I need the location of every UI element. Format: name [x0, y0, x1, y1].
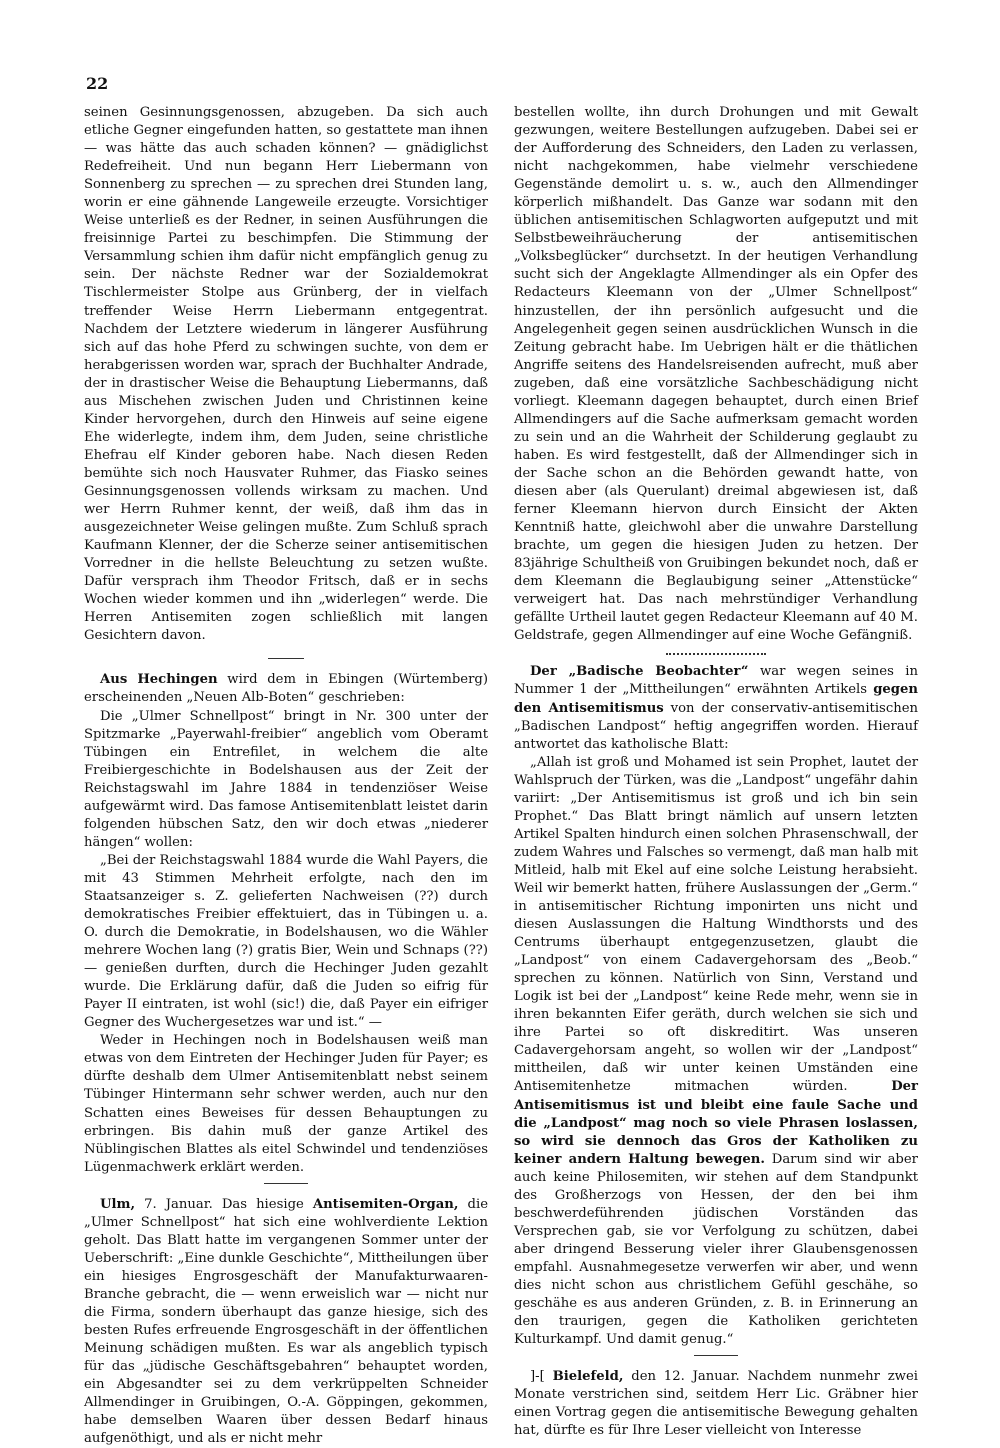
quotation-paragraph	[514, 754, 918, 1350]
article-paragraph: seinen Gesinnungsgenossen, abzugeben. Da sich auch etliche Gegner eingefunden hatten, so gestattete man ihnen — was hätte das auch schaden können? — gnädiglichst Redefreiheit. Und nun begann Herr Liebermann von Sonnenberg zu sprechen — zu sprechen drei Stunden lang, worin er eine gähnende Langeweile erzeugte. Vorsichtiger Weise unterließ es der Redner, in seinen Ausführungen die freisinnige Partei zu beschimpfen. Die Stimmung der Versammlung schien ihm dafür nicht empfänglich genug zu sein. Der nächste Redner war der Sozialdemokrat Tischlermeister Stolpe aus Grünberg, der in vielfach treffender Weise Herrn Liebermann entgegentrat. Nachdem der Letztere wiederum in längerer Ausführung sich auf das hohe Pferd zu schwingen suchte, von dem er herabgerissen worden war, sprach der Buchhalter Andrade, der in drastischer Weise die Behauptung Liebermanns, daß aus Mischehen zwischen Juden und Christinnen keine Kinder hervorgehen, durch den Hinweis auf seine eigene Ehe widerlegte, indem ihm, dem Juden, seine christliche Ehefrau elf Kinder geboren habe. Nach diesen Reden bemühte sich noch Hausvater Ruhmer, das Fiasko seines Gesinnungsgenossen vollends wirksam zu machen. Und wer Herrn Ruhmer kennt, der weiß, daß ihm das in ausgezeichneter Weise gelingen mußte. Zum Schluß sprach Kaufmann Klenner, der die Scherze seiner antisemitischen Vorredner in die hellste Beleuchtung zu setzen wußte. Dafür versprach ihm Theodor Fritsch, daß er in sechs Wochen wieder kommen und ihn „widerlegen“ werde. Die Herren Antisemiten zogen schließlich mit langen Gesichtern davon.	[84, 105, 488, 644]
article-paragraph: Die „Ulmer Schnellpost“ bringt in Nr. 300 unter der Spitzmarke „Payerwahl-freibier“ angeblich vom Oberamt Tübingen ein Entrefilet, in welchem die alte Freibiergeschichte in Bodelshausen aus der Zeit der Reichstagswahl im Jahre 1884 in tendenziöser Weise aufgewärmt wird. Das famose Antisemitenblatt leistet darin folgenden hübschen Satz, den wir doch etwas „niederer hängen“ wollen:	[84, 708, 488, 850]
article-text: von der conservativ-antisemitischen „Badischen Landpost“ heftig angegriffen worden. Hierauf antwortet das katholische Blatt:	[514, 700, 918, 752]
article-text: den 12. Januar. Nachdem nunmehr zwei Monate verstrichen sind, seitdem Herr Lic. Gräbner hier einen Vortrag gegen die antisemitische Bewegung gehalten hat, dürfte es für Ihre Leser vielleicht von Interesse	[514, 1369, 918, 1439]
article-paragraph: Weder in Hechingen noch in Bodelshausen weiß man etwas von dem Eintreten der Hechinger Juden für Payer; es dürfte deshalb dem Ulmer Antisemitenblatt nebst seinem Tübinger Hintermann sehr schwer werden, auch nur den Schatten eines Beweises für dessen Behauptungen zu erbringen. Bis dahin muß der ganze Artikel des Nüblingischen Blattes als eitel Schwindel und tendenziöses Lügenmachwerk erklärt werden.	[84, 1033, 488, 1175]
article-text: „Allah ist groß und Mohamed ist sein Prophet, lautet der Wahlspruch der Türken, was die „Landpost“ ungefähr dahin variirt: „Der Antisemitismus ist groß und ich bin sein Prophet.“ Das Blatt bringt nämlich auf unsern letzten Artikel Spalten hindurch einen solchen Phrasenschwall, der zudem Wahres und Falsches so vermengt, daß man halb mit Mitleid, halb mit Ekel auf eine solche Leistung herabsieht. Weil wir bemerkt hatten, frühere Auslassungen der „Germ.“ in antisemitischer Richtung imponirten uns nicht und diesen Auslassungen die Haltung Windthorsts und des Centrums überhaupt entgegenzusetzen, glaubt die „Landpost“ von einem Cadavergehorsam des „Beob.“ sprechen zu können. Natürlich von Sinn, Verstand und Logik ist bei der „Landpost“ keine Rede mehr, wenn sie in ihren bekannten Eifer geräth, durch welchen sie sich und ihre Partei so oft diskreditirt. Was unseren Cadavergehorsam angeht, so wollen wir der „Landpost“ mittheilen, daß wir unter keinen Umständen eine Antisemitenhetze mitmachen würden.	[514, 754, 918, 1095]
article-paragraph	[84, 671, 488, 707]
separator-line	[264, 1183, 308, 1184]
article-text: Darum sind wir aber auch keine Philosemiten, wir stehen auf dem Standpunkt des Großherzogs von Hessen, der den bei ihm beschwerdeführenden jüdischen Vorständen das Versprechen gab, sie vor Verfolgung zu schützen, dabei aber dringend Besserung vieler ihrer Glaubensgenossen empfahl. Ausnahmegesetze verwerfen wir aber, und wenn dies nicht schon aus christlichem Gefühl geschähe, so geschähe es aus anderen Gründen, z. B. in Erinnerung an den traurigen, gegen die Katholiken gerichteten Kulturkampf. Und damit genug.“	[514, 1151, 918, 1348]
correspondent-mark: ]-[	[530, 1369, 545, 1385]
separator-line	[666, 653, 766, 655]
article-date: 7. Januar.	[144, 1196, 213, 1212]
article-paragraph	[84, 1196, 488, 1448]
article-text: war wegen seines in Nummer 1 der „Mittheilungen“ erwähnten Artikels	[514, 664, 918, 698]
separator-line	[268, 658, 304, 659]
article-paragraph: bestellen wollte, ihn durch Drohungen und mit Gewalt gezwungen, weitere Bestellungen aufzugeben. Dabei sei er der Aufforderung des Schneiders, den Laden zu verlassen, nicht nachgekommen, habe vielmehr verschiedene Gegenstände demolirt u. s. w., auch den Allmendinger körperlich mißhandelt. Das Ganze war sodann mit den üblichen antisemitischen Schlagworten aufgeputzt und mit Selbstbeweihräucherung der antisemitischen „Volksbeglücker“ durchsetzt. In der heutigen Verhandlung sucht sich der Angeklagte Allmendinger als ein Opfer des Redacteurs Kleemann von der „Ulmer Schnellpost“ hinzustellen, der ihn persönlich aufgesucht und die Angelegenheit gegen seinen ausdrücklichen Wunsch in die Zeitung gebracht habe. Im Uebrigen hält er die thätlichen Angriffe seitens des Handelsreisenden aufrecht, muß aber zugeben, daß eine vorsätzliche Sachbeschädigung nicht vorliegt. Kleemann dagegen behauptet, durch einen Brief Allmendingers auf die Sache aufmerksam gemacht worden zu sein und an die Wahrheit der Schilderung geglaubt zu haben. Es wird festgestellt, daß der Allmendinger sich in der Sache schon an die Behörden gewandt hatte, von diesen aber (als Querulant) dreimal abgewiesen ist, daß ferner Kleemann hiervon durch Einsicht der Akten Kenntniß hatte, gleichwohl aber die unwahre Darstellung brachte, um gegen die hiesigen Juden zu hetzen. Der 83jährige Schultheiß von Gruibingen bekundet noch, daß er dem Kleemann die Beglaubigung seiner „Attenstücke“ verweigert hat. Das nach mehrstündiger Verhandlung gefällte Urtheil lautet gegen Redacteur Kleemann auf 40 M. Geldstrafe, gegen Allmendinger auf eine Woche Gefängniß.	[514, 105, 918, 644]
article-text: wird dem in Ebingen (Würtemberg) erscheinenden „Neuen Alb-Boten“ geschrieben:	[84, 672, 488, 706]
emphasis-text: Der Antisemitismus ist und bleibt eine faule Sache und die „Landpost“ mag noch so viele Phrasen loslassen, so wird sie dennoch das Gros der Katholiken zu keiner andern Haltung bewegen.	[514, 1079, 918, 1167]
emphasis-text: gegen den Antisemitismus	[514, 682, 918, 716]
article-heading: Bielefeld,	[552, 1369, 624, 1385]
article-heading: Ulm,	[100, 1196, 136, 1212]
emphasis-text: Antisemiten-Organ,	[312, 1196, 459, 1212]
article-text: Das hiesige	[221, 1196, 304, 1212]
separator-line	[694, 1355, 738, 1356]
article-paragraph	[514, 663, 918, 753]
article-heading: Aus Hechingen	[100, 672, 218, 688]
page-number: 22	[86, 74, 109, 93]
article-heading: Der „Badische Beobachter“	[530, 664, 749, 680]
article-paragraph	[514, 1368, 918, 1440]
article-text: die „Ulmer Schnellpost“ hat sich eine wohlverdiente Lektion geholt. Das Blatt hatte im vergangenen Sommer unter der Ueberschrift: „Eine dunkle Geschichte“, Mittheilungen über ein hiesiges Engrosgeschäft der Manufakturwaaren-Branche gebracht, die — wenn erweislich war — nicht nur die Firma, sondern überhaupt das ganze hiesige, sich des besten Rufes erfreuende Engrosgeschäft in der öffentlichen Meinung schädigen mußten. Es war als angeblich typisch für das „jüdische Geschäftsgebahren“ behauptet worden, ein Abgesandter sei zu dem verkrüppelten Schneider Allmendinger in Gruibingen, O.-A. Göppingen, gekommen, habe demselben Waaren über dessen Bedarf hinaus aufgenöthigt, und als er nicht mehr	[84, 1196, 488, 1447]
quotation-paragraph: „Bei der Reichstagswahl 1884 wurde die Wahl Payers, die mit 43 Stimmen Mehrheit erfolgte, nach den im Staatsanzeiger s. Z. gelieferten Nachweisen (??) durch demokratisches Freibier effektuiert, das in Tübingen u. a. O. durch die Demokratie, in Bodelshausen, wo die Wähler mehrere Wochen lang (?) gratis Bier, Wein und Schnaps (??) — genießen durften, durch die Hechinger Juden gezahlt wurde. Die Erklärung dafür, daß die Juden so eifrig für Payer II eintraten, ist wohl (sic!) die, daß Payer ein eifriger Gegner des Wuchergesetzes war und ist.“ —	[84, 852, 488, 1031]
left-column	[84, 104, 488, 1448]
right-column	[514, 104, 918, 1440]
